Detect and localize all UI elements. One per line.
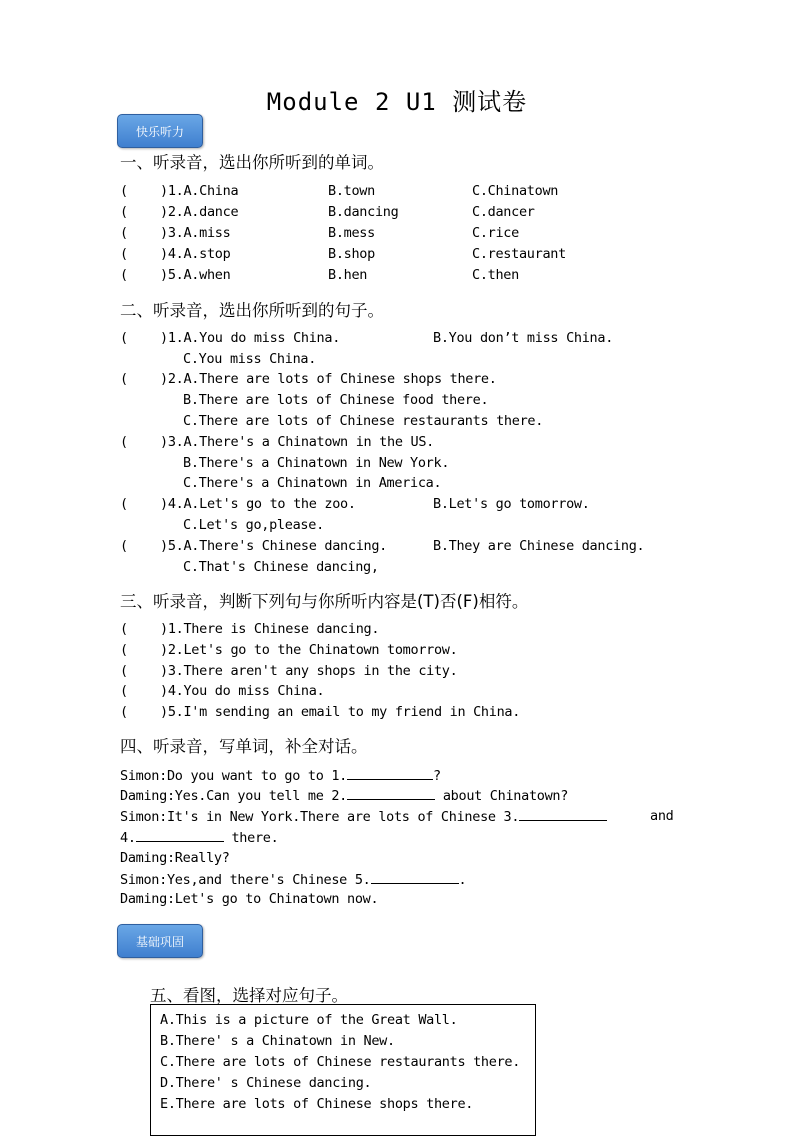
dialogue-line-5 [120,848,230,869]
dialogue-text: 4. [120,830,136,846]
option-b: B.shop [328,246,375,262]
section1-heading: 一、听录音，选出你所听到的单词。 [120,153,384,172]
option-a: )1.A.China [160,183,239,199]
answer-paren: ( [120,642,128,658]
answer-paren: ( [120,225,128,241]
option-b: B.You don’t miss China. [433,330,614,346]
option-a: )4.A.stop [160,246,231,262]
option-b: B.There are lots of Chinese food there. [183,392,489,408]
answer-paren: ( [120,434,128,450]
answer-blank-5[interactable] [371,869,459,884]
dialogue-text: Daming:Let's go to Chinatown now. [120,891,379,907]
answer-paren: ( [120,496,128,512]
statement-text: )4.You do miss China. [160,683,325,699]
answer-paren: ( [120,663,128,679]
section2-heading: 二、听录音，选出你所听到的句子。 [120,301,384,320]
dialogue-text: about Chinatown? [435,788,569,804]
dialogue-line-6 [120,869,466,890]
answer-blank-3[interactable] [519,806,607,821]
option-a: )3.A.There's a Chinatown in the US. [160,434,434,450]
answer-paren: ( [120,267,128,283]
page-title: Module 2 U1 测试卷 [266,88,528,116]
option-c: C.Let's go,please. [183,517,324,533]
answer-paren: ( [120,204,128,220]
option-b: B.There's a Chinatown in New York. [183,455,450,471]
option-c: C.rice [472,225,519,241]
option-b: B.Let's go tomorrow. [433,496,590,512]
answer-paren: ( [120,246,128,262]
option-d: D.There' s Chinese dancing. [160,1075,372,1091]
option-b: B.There' s a Chinatown in New. [160,1033,395,1049]
answer-blank-4[interactable] [136,827,224,842]
dialogue-text: and [650,808,674,824]
answer-paren: ( [120,683,128,699]
option-b: B.They are Chinese dancing. [433,538,645,554]
dialogue-line-7 [120,889,378,910]
answer-paren: ( [120,538,128,554]
answer-paren: ( [120,621,128,637]
option-a: )5.A.when [160,267,231,283]
statement-text: )1.There is Chinese dancing. [160,621,380,637]
option-a: )1.A.You do miss China. [160,330,341,346]
dialogue-line-4 [120,827,278,848]
answer-paren: ( [120,183,128,199]
option-c: C.That's Chinese dancing, [183,559,379,575]
dialogue-text: Simon:It's in New York.There are lots of Chinese 3. [120,809,520,825]
option-c: C.Chinatown [472,183,559,199]
option-b: B.dancing [328,204,399,220]
option-c: C.You miss China. [183,351,317,367]
dialogue-text: . [458,872,467,888]
option-a: A.This is a picture of the Great Wall. [160,1012,458,1028]
section5-heading: 五、看图，选择对应句子。 [150,986,348,1005]
option-b: B.hen [328,267,368,283]
option-c: C.dancer [472,204,535,220]
badge-listening: 快乐听力 [117,114,203,148]
option-c: C.restaurant [472,246,566,262]
option-a: )5.A.There's Chinese dancing. [160,538,388,554]
dialogue-text: Simon:Yes,and there's Chinese 5. [120,872,371,888]
dialogue-line-3 [120,806,674,827]
option-e: E.There are lots of Chinese shops there. [160,1096,474,1112]
option-a: )4.A.Let's go to the zoo. [160,496,356,512]
dialogue-text: Daming:Really? [120,850,230,866]
badge-basics: 基础巩固 [117,924,203,958]
statement-text: )3.There aren't any shops in the city. [160,663,458,679]
answer-paren: ( [120,371,128,387]
option-a: )2.A.dance [160,204,239,220]
option-b: B.mess [328,225,375,241]
option-c: C.There are lots of Chinese restaurants there. [160,1054,521,1070]
dialogue-text: ? [433,768,441,784]
option-b: B.town [328,183,375,199]
answer-blank-1[interactable] [347,765,433,780]
statement-text: )2.Let's go to the Chinatown tomorrow. [160,642,458,658]
dialogue-line-2 [120,785,568,806]
dialogue-line-1 [120,765,441,786]
option-c: C.There are lots of Chinese restaurants there. [183,413,544,429]
answer-paren: ( [120,704,128,720]
dialogue-text: Daming:Yes.Can you tell me 2. [120,788,348,804]
answer-blank-2[interactable] [347,785,435,800]
section4-heading: 四、听录音，写单词，补全对话。 [120,737,368,756]
dialogue-text: there. [223,830,279,846]
section3-heading: 三、听录音，判断下列句与你所听内容是(T)否(F)相符。 [120,592,529,611]
dialogue-text: Simon:Do you want to go to 1. [120,768,348,784]
option-a: )2.A.There are lots of Chinese shops there. [160,371,497,387]
statement-text: )5.I'm sending an email to my friend in China. [160,704,521,720]
option-c: C.There's a Chinatown in America. [183,475,442,491]
option-a: )3.A.miss [160,225,231,241]
answer-paren: ( [120,330,128,346]
option-c: C.then [472,267,519,283]
